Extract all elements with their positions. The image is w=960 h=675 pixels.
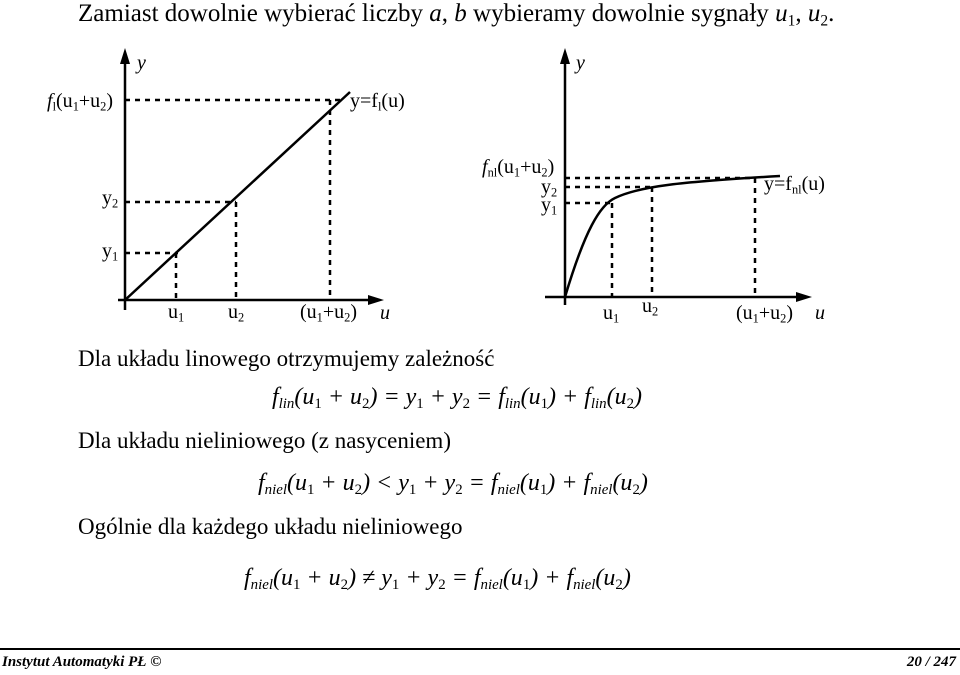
right-x-arrow — [796, 292, 812, 302]
nonlinear-intro-text: Dla układu nieliniowego (z nasyceniem) — [78, 428, 451, 453]
left-y-arrow — [120, 48, 130, 64]
left-fsum-label: $f_l(u_1+u_2)$ — [47, 90, 114, 114]
left-x-axis-label: u — [380, 302, 390, 324]
slide-title: Zamiast dowolnie wybierać liczby a, b wybieramy dowolnie sygnały $u_1$, $u_2$. — [78, 0, 835, 30]
right-y-axis-label: y — [576, 52, 585, 74]
left-plot — [118, 48, 384, 310]
right-y2-label: $y_2$ — [541, 176, 558, 200]
left-u2-label: $u_2$ — [228, 301, 245, 325]
right-fsum-label: $f_{nl}(u_1+u_2)$ — [482, 156, 555, 180]
left-usum-label: $(u_1+u_2)$ — [300, 301, 358, 325]
footer-page-number: 20 / 247 — [906, 654, 956, 670]
nonlinear-equation: $f_{niel}(u_1 + u_2) < y_1 + y_2 = f_{niel}(u_1) + f_{niel}(u_2)$ — [258, 470, 648, 499]
right-y-arrow — [560, 48, 570, 64]
left-y1-label: $y_1$ — [102, 240, 119, 264]
linear-intro-text: Dla układu linowego otrzymujemy zależność — [78, 346, 495, 371]
left-y-axis-label: y — [137, 52, 146, 74]
linear-equation: $f_{lin}(u_1 + u_2) = y_1 + y_2 = f_{lin}(u_1) + f_{lin}(u_2)$ — [272, 384, 643, 413]
right-y1-label: $y_1$ — [541, 194, 558, 218]
right-x-axis-label: u — [815, 302, 825, 324]
left-y2-label: $y_2$ — [102, 187, 119, 211]
general-intro-text: Ogólnie dla każdego układu nieliniowego — [78, 514, 463, 539]
right-curve-label: $y=f_{nl}(u)$ — [764, 173, 825, 197]
footer-institute: Instytut Automatyki PŁ © — [2, 654, 162, 670]
right-u1-label: $u_1$ — [603, 302, 620, 326]
left-u1-label: $u_1$ — [168, 301, 185, 325]
left-curve-label: $y=f_l(u)$ — [350, 90, 405, 114]
right-saturation-curve — [565, 176, 780, 297]
right-u2-label: $u_2$ — [642, 295, 659, 319]
footer-divider — [0, 648, 960, 650]
left-linear-curve — [125, 92, 350, 300]
right-usum-label: $(u_1+u_2)$ — [736, 302, 794, 326]
general-equation: $f_{niel}(u_1 + u_2) \ne y_1 + y_2 = f_{niel}(u_1) + f_{niel}(u_2)$ — [244, 565, 631, 594]
